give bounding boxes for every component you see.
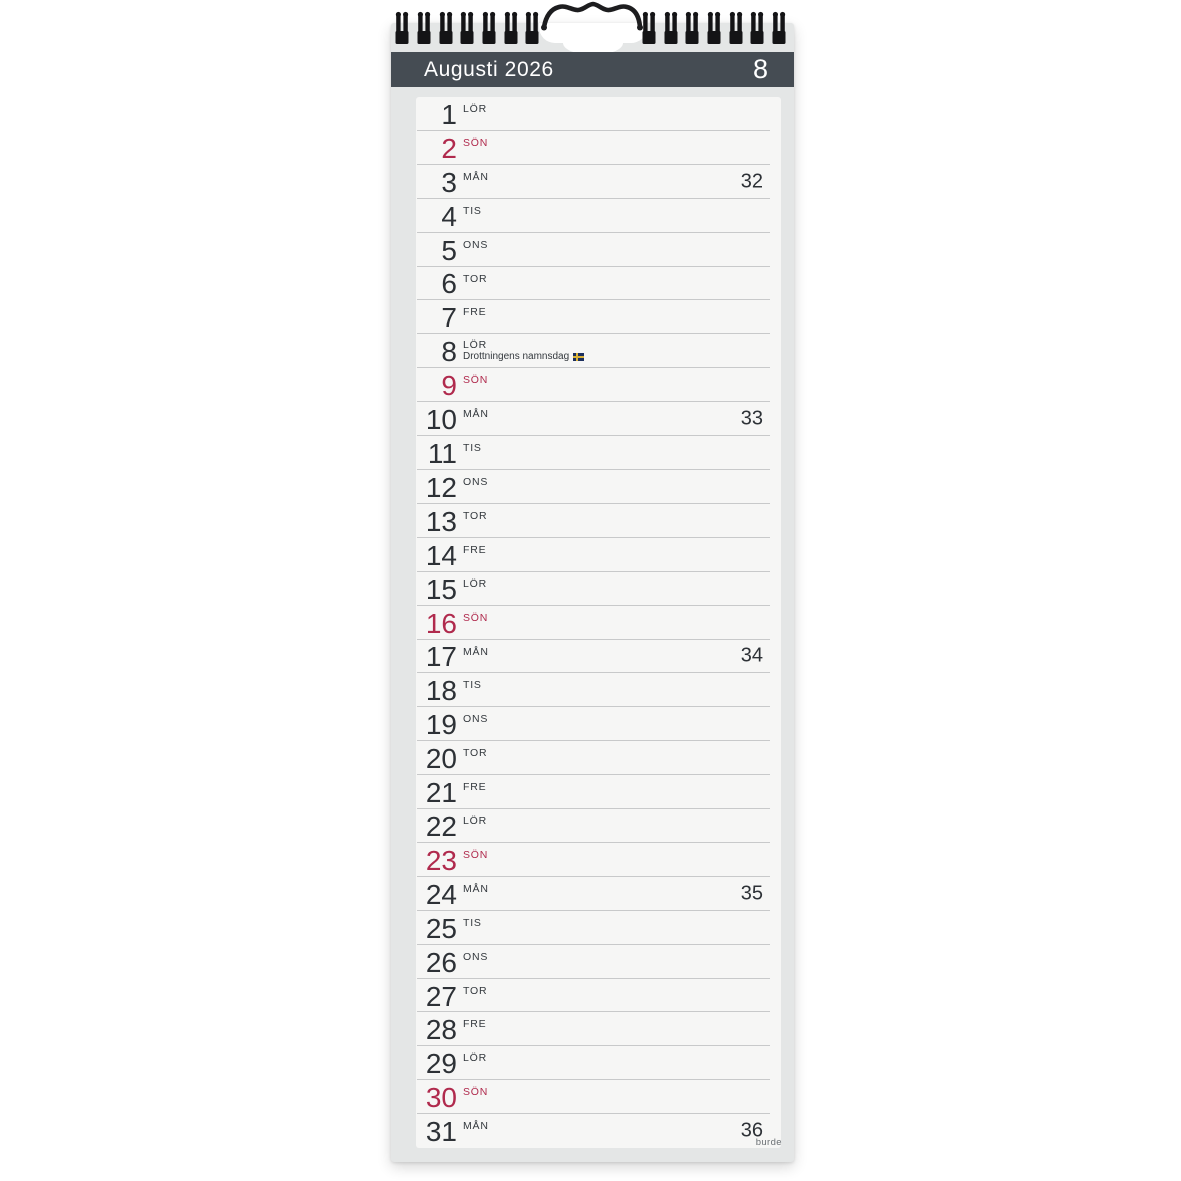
day-number: 28 bbox=[425, 1014, 457, 1046]
weekday-label: ONS bbox=[463, 238, 489, 251]
day-row bbox=[416, 233, 781, 267]
day-row bbox=[416, 606, 781, 640]
holiday-note bbox=[463, 351, 584, 362]
day-row bbox=[416, 775, 781, 809]
day-number: 25 bbox=[425, 912, 457, 944]
day-row bbox=[416, 199, 781, 233]
day-row bbox=[416, 1080, 781, 1114]
wire-loop bbox=[396, 12, 409, 44]
wire-loop bbox=[483, 12, 496, 44]
weekday-label: SÖN bbox=[463, 1086, 489, 1099]
day-number: 15 bbox=[425, 573, 457, 605]
week-number: 35 bbox=[740, 882, 763, 905]
day-number: 22 bbox=[425, 810, 457, 842]
day-row bbox=[416, 809, 781, 843]
weekday-label: TIS bbox=[463, 916, 482, 929]
day-number: 26 bbox=[425, 946, 457, 978]
weekday-label: ONS bbox=[463, 713, 489, 726]
wire-loop bbox=[773, 12, 786, 44]
wire-loop bbox=[708, 12, 721, 44]
weekday-label: MÅN bbox=[463, 170, 489, 183]
day-row bbox=[416, 673, 781, 707]
day-row bbox=[416, 979, 781, 1013]
day-row bbox=[416, 402, 781, 436]
day-number: 9 bbox=[441, 370, 457, 402]
day-number: 1 bbox=[441, 98, 457, 130]
weekday-label: TOR bbox=[463, 509, 488, 522]
day-row bbox=[416, 131, 781, 165]
weekday-label: TIS bbox=[463, 679, 482, 692]
day-number: 27 bbox=[425, 980, 457, 1012]
day-number: 13 bbox=[425, 505, 457, 537]
day-row bbox=[416, 504, 781, 538]
weekday-label: MÅN bbox=[463, 645, 489, 658]
weekday-label: SÖN bbox=[463, 136, 489, 149]
day-number: 21 bbox=[425, 776, 457, 808]
weekday-label: FRE bbox=[463, 781, 487, 794]
day-number: 2 bbox=[441, 132, 457, 164]
wire-loop bbox=[526, 12, 539, 44]
day-number: 10 bbox=[425, 403, 457, 435]
day-number: 19 bbox=[425, 709, 457, 741]
day-number: 7 bbox=[441, 302, 457, 334]
day-row bbox=[416, 368, 781, 402]
day-number: 24 bbox=[425, 878, 457, 910]
weekday-label: TOR bbox=[463, 984, 488, 997]
day-number: 17 bbox=[425, 641, 457, 673]
brand-logo: burde bbox=[755, 1137, 782, 1148]
weekday-label: MÅN bbox=[463, 1120, 489, 1133]
wire-loop bbox=[751, 12, 764, 44]
day-number: 29 bbox=[425, 1048, 457, 1080]
month-number: 8 bbox=[752, 54, 768, 84]
day-number: 6 bbox=[441, 268, 457, 300]
weekday-label: LÖR bbox=[463, 577, 487, 590]
day-row bbox=[416, 97, 781, 131]
day-row bbox=[416, 877, 781, 911]
day-row bbox=[416, 911, 781, 945]
calendar-card bbox=[391, 23, 794, 1162]
weekday-label: LÖR bbox=[463, 1052, 487, 1065]
day-row bbox=[416, 1012, 781, 1046]
holiday-note-text: Drottningens namnsdag bbox=[463, 351, 570, 363]
week-number: 32 bbox=[740, 170, 763, 193]
day-row bbox=[416, 1046, 781, 1080]
weekday-label: SÖN bbox=[463, 374, 489, 387]
weekday-label: ONS bbox=[463, 950, 489, 963]
weekday-label: SÖN bbox=[463, 848, 489, 861]
day-row bbox=[416, 741, 781, 775]
wire-loop bbox=[730, 12, 743, 44]
wire-loop bbox=[461, 12, 474, 44]
day-row bbox=[416, 334, 781, 368]
wire-loops bbox=[396, 12, 786, 44]
day-list bbox=[416, 97, 781, 1148]
swedish-flag-icon bbox=[573, 353, 584, 361]
month-title: Augusti 2026 bbox=[424, 57, 554, 81]
month-header bbox=[391, 52, 794, 87]
day-number: 30 bbox=[425, 1082, 457, 1114]
week-number: 34 bbox=[740, 644, 763, 667]
day-number: 11 bbox=[427, 437, 457, 469]
weekday-label: FRE bbox=[463, 1018, 487, 1031]
day-row bbox=[416, 572, 781, 606]
day-row bbox=[416, 436, 781, 470]
day-number: 12 bbox=[425, 471, 457, 503]
wire-loop bbox=[440, 12, 453, 44]
day-number: 3 bbox=[441, 166, 457, 198]
weekday-label: MÅN bbox=[463, 882, 489, 895]
day-row bbox=[416, 1114, 781, 1148]
day-number: 4 bbox=[441, 200, 457, 232]
day-row bbox=[416, 640, 781, 674]
day-number: 5 bbox=[441, 234, 457, 266]
week-number: 33 bbox=[740, 407, 763, 430]
weekday-label: SÖN bbox=[463, 611, 489, 624]
wire-loop bbox=[505, 12, 518, 44]
hanger-hook-icon bbox=[541, 4, 643, 31]
wire-loop bbox=[665, 12, 678, 44]
weekday-label: MÅN bbox=[463, 408, 489, 421]
day-number: 20 bbox=[425, 743, 457, 775]
weekday-label: TIS bbox=[463, 442, 482, 455]
weekday-label: ONS bbox=[463, 475, 489, 488]
day-number: 23 bbox=[425, 844, 457, 876]
weekday-label: TOR bbox=[463, 747, 488, 760]
weekday-label: TIS bbox=[463, 204, 482, 217]
wire-loop bbox=[686, 12, 699, 44]
weekday-label: LÖR bbox=[463, 339, 487, 352]
weekday-label: LÖR bbox=[463, 103, 487, 115]
day-number: 31 bbox=[425, 1115, 457, 1147]
day-row bbox=[416, 165, 781, 199]
day-number: 18 bbox=[425, 675, 457, 707]
week-number: 36 bbox=[740, 1119, 763, 1142]
weekday-label: LÖR bbox=[463, 815, 487, 828]
day-row bbox=[416, 267, 781, 301]
weekday-label: FRE bbox=[463, 306, 487, 319]
day-number: 16 bbox=[425, 607, 457, 639]
day-number: 14 bbox=[425, 539, 457, 571]
day-row bbox=[416, 538, 781, 572]
day-row bbox=[416, 470, 781, 504]
day-row bbox=[416, 707, 781, 741]
weekday-label: TOR bbox=[463, 272, 488, 285]
weekday-label: FRE bbox=[463, 543, 487, 556]
day-row bbox=[416, 300, 781, 334]
day-number: 8 bbox=[441, 336, 457, 368]
wire-loop bbox=[418, 12, 431, 44]
day-row bbox=[416, 843, 781, 877]
day-row bbox=[416, 945, 781, 979]
wire-loop bbox=[643, 12, 656, 44]
